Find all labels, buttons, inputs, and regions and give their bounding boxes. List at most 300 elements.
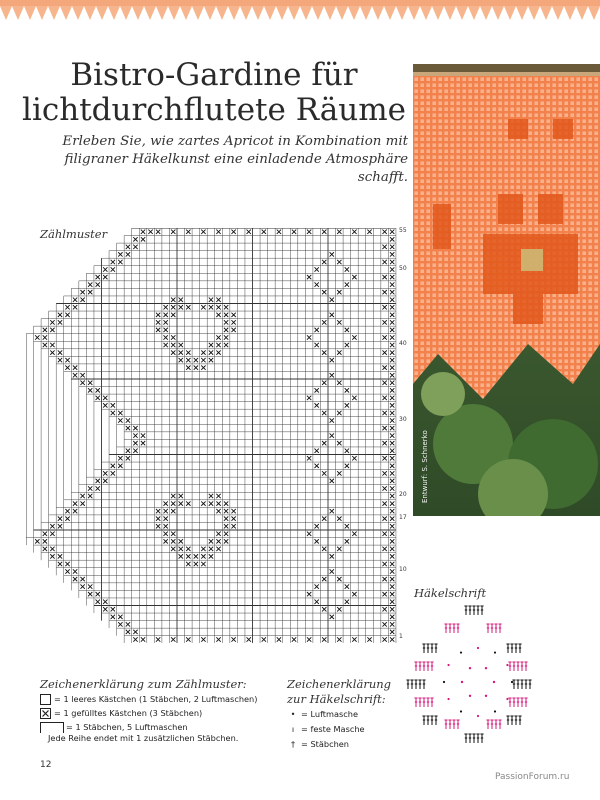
pattern-filled-cell xyxy=(337,577,341,581)
pattern-filled-cell xyxy=(337,471,341,475)
pattern-filled-cell xyxy=(186,554,190,558)
pattern-filled-cell xyxy=(322,290,326,294)
pattern-filled-cell xyxy=(156,517,160,521)
pattern-filled-cell xyxy=(179,298,183,302)
pattern-filled-cell xyxy=(96,592,100,596)
pattern-filled-cell xyxy=(330,358,334,362)
crochet-stitch-symbol xyxy=(506,644,509,653)
pattern-filled-cell xyxy=(352,637,356,641)
row-number-40: 40 xyxy=(399,340,407,347)
pattern-filled-cell xyxy=(80,494,84,498)
pattern-filled-cell xyxy=(133,630,137,634)
crochet-stitch-symbol xyxy=(498,720,501,729)
pattern-filled-cell xyxy=(382,622,386,626)
pattern-filled-cell xyxy=(118,260,122,264)
pattern-filled-cell xyxy=(390,282,394,286)
crochet-stitch-symbol xyxy=(452,624,455,633)
pattern-filled-cell xyxy=(390,630,394,634)
pattern-filled-cell xyxy=(73,373,77,377)
pattern-filled-cell xyxy=(352,532,356,536)
pattern-filled-cell xyxy=(194,366,198,370)
pattern-filled-cell xyxy=(390,577,394,581)
pattern-filled-cell xyxy=(322,350,326,354)
pattern-filled-cell xyxy=(382,592,386,596)
pattern-filled-cell xyxy=(50,532,54,536)
pattern-filled-cell xyxy=(118,252,122,256)
pattern-filled-cell xyxy=(224,343,228,347)
crochet-stitch-symbol xyxy=(430,716,433,725)
pattern-filled-cell xyxy=(390,237,394,241)
pattern-filled-cell xyxy=(345,600,349,604)
pattern-filled-cell xyxy=(216,313,220,317)
pattern-filled-cell xyxy=(171,298,175,302)
pattern-filled-cell xyxy=(126,426,130,430)
pattern-filled-cell xyxy=(96,396,100,400)
pattern-filled-cell xyxy=(345,282,349,286)
row-number-10: 10 xyxy=(399,566,407,573)
crochet-stitch-symbol xyxy=(480,606,483,615)
pattern-filled-cell xyxy=(194,554,198,558)
pattern-filled-cell xyxy=(307,456,311,460)
pattern-filled-cell xyxy=(179,358,183,362)
pattern-filled-cell xyxy=(390,532,394,536)
pattern-filled-cell xyxy=(58,562,62,566)
pattern-filled-cell xyxy=(50,343,54,347)
pattern-filled-cell xyxy=(126,630,130,634)
pattern-filled-cell xyxy=(337,411,341,415)
pattern-filled-cell xyxy=(209,358,213,362)
pattern-filled-cell xyxy=(382,366,386,370)
pattern-filled-cell xyxy=(322,260,326,264)
pattern-filled-cell xyxy=(133,637,137,641)
pattern-filled-cell xyxy=(201,230,205,234)
pattern-filled-cell xyxy=(50,328,54,332)
pattern-filled-cell xyxy=(43,547,47,551)
pattern-filled-cell xyxy=(390,433,394,437)
pattern-filled-cell xyxy=(390,449,394,453)
pattern-filled-cell xyxy=(133,245,137,249)
crochet-stitch-symbol xyxy=(520,698,523,707)
pattern-filled-cell xyxy=(88,282,92,286)
pattern-filled-cell xyxy=(322,411,326,415)
legend2-text-chain: = Luftmasche xyxy=(301,709,359,719)
pattern-filled-cell xyxy=(118,411,122,415)
pattern-filled-cell xyxy=(96,275,100,279)
pattern-filled-cell xyxy=(201,547,205,551)
pattern-filled-cell xyxy=(315,282,319,286)
pattern-filled-cell xyxy=(315,388,319,392)
pattern-filled-cell xyxy=(80,298,84,302)
pattern-filled-cell xyxy=(330,479,334,483)
pattern-filled-cell xyxy=(186,637,190,641)
pattern-filled-cell xyxy=(382,275,386,279)
pattern-filled-cell xyxy=(43,335,47,339)
pattern-filled-cell xyxy=(50,320,54,324)
pattern-filled-cell xyxy=(80,501,84,505)
pattern-filled-cell xyxy=(390,373,394,377)
pattern-filled-cell xyxy=(382,607,386,611)
pattern-filled-cell xyxy=(390,418,394,422)
pattern-filled-cell xyxy=(382,396,386,400)
pattern-filled-cell xyxy=(164,509,168,513)
pattern-filled-cell xyxy=(50,554,54,558)
pattern-filled-cell xyxy=(390,464,394,468)
chain-dot xyxy=(460,651,462,653)
pattern-filled-cell xyxy=(80,373,84,377)
pattern-filled-cell xyxy=(390,509,394,513)
pattern-filled-cell xyxy=(96,282,100,286)
pattern-filled-cell xyxy=(390,350,394,354)
pattern-filled-cell xyxy=(179,554,183,558)
pattern-filled-cell xyxy=(201,554,205,558)
pattern-filled-cell xyxy=(209,298,213,302)
pattern-filled-cell xyxy=(73,298,77,302)
pattern-filled-cell xyxy=(216,305,220,309)
pattern-filled-cell xyxy=(345,403,349,407)
pattern-filled-cell xyxy=(337,320,341,324)
pattern-filled-cell xyxy=(231,524,235,528)
pattern-filled-cell xyxy=(179,305,183,309)
pattern-filled-cell xyxy=(126,252,130,256)
pattern-filled-cell xyxy=(216,501,220,505)
pattern-filled-cell xyxy=(111,267,115,271)
pattern-filled-cell xyxy=(58,313,62,317)
pattern-filled-cell xyxy=(390,517,394,521)
pattern-filled-cell xyxy=(382,426,386,430)
pattern-filled-cell xyxy=(156,637,160,641)
chain-dot xyxy=(511,681,513,683)
pattern-filled-cell xyxy=(382,245,386,249)
pattern-filled-cell xyxy=(35,539,39,543)
pattern-filled-cell xyxy=(390,615,394,619)
empty-square-icon xyxy=(40,694,51,705)
pattern-filled-cell xyxy=(179,350,183,354)
pattern-filled-cell xyxy=(96,388,100,392)
chain-dot xyxy=(460,710,462,712)
crochet-stitch-symbol xyxy=(418,680,421,689)
crochet-stitch-symbol xyxy=(486,624,489,633)
pattern-filled-cell xyxy=(382,411,386,415)
pattern-filled-cell xyxy=(209,547,213,551)
crochet-stitch-symbol xyxy=(468,606,471,615)
pattern-filled-cell xyxy=(277,230,281,234)
pattern-filled-cell xyxy=(307,396,311,400)
pattern-filled-cell xyxy=(103,479,107,483)
pattern-filled-cell xyxy=(322,517,326,521)
pattern-filled-cell xyxy=(307,335,311,339)
pattern-filled-cell xyxy=(73,569,77,573)
crochet-stitch-symbol xyxy=(414,698,417,707)
pattern-filled-cell xyxy=(171,494,175,498)
crochet-stitch-symbol xyxy=(418,698,421,707)
crochet-stitch-symbol xyxy=(472,734,475,743)
pattern-filled-cell xyxy=(390,479,394,483)
pattern-filled-cell xyxy=(133,441,137,445)
crochet-stitch-symbol xyxy=(506,716,509,725)
pattern-filled-cell xyxy=(216,494,220,498)
crochet-stitch-symbol xyxy=(430,644,433,653)
pattern-filled-cell xyxy=(307,275,311,279)
pattern-filled-cell xyxy=(126,245,130,249)
row-number-50: 50 xyxy=(399,265,407,272)
pattern-filled-cell xyxy=(390,313,394,317)
crochet-stitch-symbol xyxy=(472,606,475,615)
pattern-filled-cell xyxy=(103,471,107,475)
row-number-30: 30 xyxy=(399,416,407,423)
pattern-filled-cell xyxy=(307,532,311,536)
filet-pattern-chart xyxy=(26,228,398,643)
pattern-filled-cell xyxy=(352,456,356,460)
pattern-filled-cell xyxy=(58,524,62,528)
pattern-filled-cell xyxy=(382,471,386,475)
crochet-stitch-symbol xyxy=(524,662,527,671)
pattern-filled-cell xyxy=(58,320,62,324)
pattern-filled-cell xyxy=(345,464,349,468)
pattern-filled-cell xyxy=(382,501,386,505)
pattern-filled-cell xyxy=(345,267,349,271)
pattern-filled-cell xyxy=(194,358,198,362)
pattern-filled-cell xyxy=(337,290,341,294)
crochet-stitch-symbol xyxy=(490,624,493,633)
crochet-stitch-symbol xyxy=(448,624,451,633)
pattern-filled-cell xyxy=(216,343,220,347)
pattern-filled-cell xyxy=(209,350,213,354)
pattern-filled-cell xyxy=(88,290,92,294)
pattern-filled-cell xyxy=(307,637,311,641)
pattern-filled-cell xyxy=(382,562,386,566)
row-number-1: 1 xyxy=(399,633,403,640)
crochet-stitch-symbol xyxy=(514,644,517,653)
legend-note: Jede Reihe endet mit 1 zusätzlichen Stäbchen. xyxy=(48,733,239,743)
pattern-filled-cell xyxy=(186,230,190,234)
crochet-stitch-symbol xyxy=(444,720,447,729)
pattern-filled-cell xyxy=(201,350,205,354)
pattern-filled-cell xyxy=(73,509,77,513)
crochet-stitch-symbol xyxy=(498,624,501,633)
pattern-filled-cell xyxy=(164,539,168,543)
chain-stitch-icon: • xyxy=(290,709,296,719)
pattern-filled-cell xyxy=(390,396,394,400)
crochet-stitch-symbol xyxy=(418,662,421,671)
pattern-filled-cell xyxy=(73,305,77,309)
watermark: PassionForum.ru xyxy=(495,772,570,782)
pattern-filled-cell xyxy=(390,524,394,528)
pattern-filled-cell xyxy=(216,532,220,536)
page-subtitle: Erleben Sie, wie zartes Apricot in Kombination mit filigraner Häkelkunst eine einladende Atmosphäre schafft. xyxy=(62,134,408,185)
pattern-filled-cell xyxy=(201,501,205,505)
pattern-filled-cell xyxy=(382,230,386,234)
pattern-filled-cell xyxy=(382,335,386,339)
pattern-filled-cell xyxy=(164,524,168,528)
pattern-filled-cell xyxy=(315,449,319,453)
pattern-filled-cell xyxy=(390,275,394,279)
pattern-filled-cell xyxy=(390,252,394,256)
pattern-filled-cell xyxy=(322,637,326,641)
pattern-filled-cell xyxy=(164,320,168,324)
pattern-filled-cell xyxy=(111,403,115,407)
chain-dot xyxy=(493,681,495,683)
pattern-filled-cell xyxy=(103,275,107,279)
pattern-filled-cell xyxy=(382,381,386,385)
pattern-filled-cell xyxy=(179,494,183,498)
pattern-filled-cell xyxy=(126,418,130,422)
chain-dot xyxy=(494,651,496,653)
chain-dot xyxy=(447,698,449,700)
pattern-filled-cell xyxy=(216,637,220,641)
pattern-filled-cell xyxy=(58,350,62,354)
pattern-filled-cell xyxy=(103,607,107,611)
pattern-filled-cell xyxy=(224,313,228,317)
pattern-filled-cell xyxy=(322,547,326,551)
pattern-filled-cell xyxy=(111,471,115,475)
pattern-filled-cell xyxy=(216,298,220,302)
legend2-text-dc: = Stäbchen xyxy=(301,739,350,749)
crochet-stitch-symbol xyxy=(430,662,433,671)
pattern-filled-cell xyxy=(315,267,319,271)
crochet-stitch-symbol xyxy=(422,644,425,653)
crochet-stitch-symbol xyxy=(426,698,429,707)
pattern-filled-cell xyxy=(65,509,69,513)
pattern-filled-cell xyxy=(337,350,341,354)
pattern-filled-cell xyxy=(382,290,386,294)
pattern-filled-cell xyxy=(352,275,356,279)
pattern-filled-cell xyxy=(390,637,394,641)
pattern-filled-cell xyxy=(231,637,235,641)
pattern-filled-cell xyxy=(337,230,341,234)
crochet-stitch-symbol xyxy=(406,680,409,689)
pattern-filled-cell xyxy=(382,260,386,264)
pattern-filled-cell xyxy=(277,637,281,641)
pattern-filled-cell xyxy=(126,449,130,453)
pattern-filled-cell xyxy=(345,343,349,347)
pattern-filled-cell xyxy=(390,260,394,264)
pattern-filled-cell xyxy=(118,464,122,468)
chain-dot xyxy=(494,710,496,712)
pattern-filled-cell xyxy=(231,517,235,521)
pattern-filled-cell xyxy=(315,403,319,407)
chain-dot xyxy=(461,681,463,683)
pattern-filled-cell xyxy=(247,230,251,234)
pattern-filled-cell xyxy=(382,532,386,536)
pattern-filled-cell xyxy=(201,366,205,370)
photo-credit: Entwurf: S. Schnerko xyxy=(421,430,429,503)
pattern-filled-cell xyxy=(141,230,145,234)
pattern-filled-cell xyxy=(337,381,341,385)
pattern-filled-cell xyxy=(345,388,349,392)
pattern-filled-cell xyxy=(224,335,228,339)
pattern-filled-cell xyxy=(345,328,349,332)
pattern-filled-cell xyxy=(390,562,394,566)
crochet-stitch-symbol xyxy=(520,662,523,671)
chain-dot xyxy=(447,664,449,666)
pattern-filled-cell xyxy=(111,260,115,264)
pattern-filled-cell xyxy=(194,562,198,566)
crochet-stitch-symbol xyxy=(490,720,493,729)
pattern-filled-cell xyxy=(390,456,394,460)
crochet-stitch-symbol xyxy=(486,720,489,729)
pattern-filled-cell xyxy=(171,350,175,354)
pattern-filled-cell xyxy=(50,350,54,354)
pattern-filled-cell xyxy=(390,388,394,392)
pattern-filled-cell xyxy=(231,328,235,332)
pattern-filled-cell xyxy=(186,350,190,354)
pattern-filled-cell xyxy=(390,403,394,407)
pattern-filled-cell xyxy=(330,373,334,377)
pattern-filled-cell xyxy=(65,313,69,317)
pattern-filled-cell xyxy=(390,298,394,302)
row-number-55: 55 xyxy=(399,227,407,234)
pattern-filled-cell xyxy=(382,577,386,581)
crochet-stitch-symbol xyxy=(518,644,521,653)
pattern-filled-cell xyxy=(322,230,326,234)
crochet-stitch-symbol xyxy=(464,734,467,743)
pattern-filled-cell xyxy=(118,615,122,619)
crochet-stitch-symbol xyxy=(528,680,531,689)
crochet-stitch-symbol xyxy=(524,698,527,707)
pattern-filled-cell xyxy=(65,569,69,573)
pattern-filled-cell xyxy=(345,539,349,543)
pattern-filled-cell xyxy=(186,305,190,309)
pattern-filled-cell xyxy=(148,230,152,234)
pattern-filled-cell xyxy=(141,441,145,445)
pattern-filled-cell xyxy=(186,501,190,505)
pattern-filled-cell xyxy=(367,230,371,234)
pattern-filled-cell xyxy=(382,486,386,490)
pattern-filled-cell xyxy=(65,358,69,362)
pattern-filled-cell xyxy=(231,313,235,317)
pattern-filled-cell xyxy=(80,577,84,581)
pattern-filled-cell xyxy=(224,524,228,528)
pattern-filled-cell xyxy=(88,494,92,498)
pattern-filled-cell xyxy=(390,305,394,309)
pattern-filled-cell xyxy=(390,328,394,332)
pattern-filled-cell xyxy=(164,343,168,347)
pattern-filled-cell xyxy=(390,366,394,370)
pattern-filled-cell xyxy=(88,388,92,392)
pattern-filled-cell xyxy=(390,600,394,604)
pattern-filled-cell xyxy=(382,320,386,324)
pattern-filled-cell xyxy=(322,441,326,445)
pattern-filled-cell xyxy=(126,456,130,460)
pattern-filled-cell xyxy=(292,230,296,234)
pattern-filled-cell xyxy=(390,486,394,490)
pattern-filled-cell xyxy=(390,267,394,271)
pattern-filled-cell xyxy=(179,343,183,347)
pattern-filled-cell xyxy=(103,403,107,407)
pattern-filled-cell xyxy=(382,456,386,460)
pattern-filled-cell xyxy=(345,584,349,588)
pattern-filled-cell xyxy=(231,509,235,513)
pattern-filled-cell xyxy=(390,426,394,430)
crochet-stitch-symbol xyxy=(426,662,429,671)
pattern-filled-cell xyxy=(337,260,341,264)
pattern-filled-cell xyxy=(133,433,137,437)
legend2-text-sc: = feste Masche xyxy=(301,724,365,734)
pattern-filled-cell xyxy=(390,622,394,626)
crochet-stitch-symbol xyxy=(426,716,429,725)
crochet-stitch-symbol xyxy=(494,720,497,729)
pattern-label: Zählmuster xyxy=(40,227,108,241)
pattern-filled-cell xyxy=(262,230,266,234)
crochet-stitch-symbol xyxy=(444,624,447,633)
pattern-filled-cell xyxy=(171,305,175,309)
pattern-filled-cell xyxy=(315,328,319,332)
pattern-filled-cell xyxy=(224,320,228,324)
pattern-filled-cell xyxy=(390,547,394,551)
crochet-stitch-symbol xyxy=(516,680,519,689)
pattern-filled-cell xyxy=(171,343,175,347)
pattern-filled-cell xyxy=(330,569,334,573)
